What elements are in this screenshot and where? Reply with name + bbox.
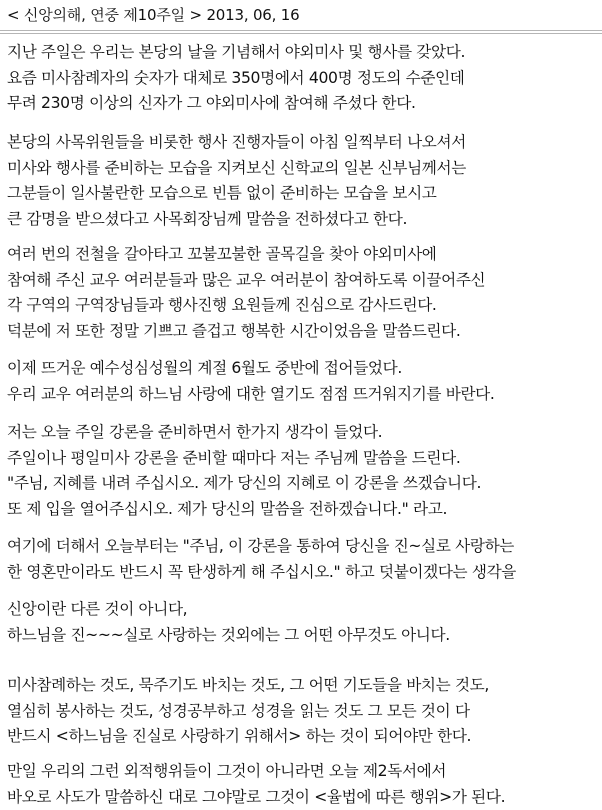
paragraph-5 <box>7 420 481 522</box>
header-divider-top <box>0 30 602 31</box>
text-line: 저는 오늘 주일 강론을 준비하면서 한가지 생각이 들었다. <box>7 423 383 441</box>
text-line: 주일이나 평일미사 강론을 준비할 때마다 저는 주님께 말씀을 드린다. <box>7 448 461 467</box>
text-line: 여기에 더해서 오늘부터는 "주님, 이 강론을 통하여 당신을 진~실로 사랑하는 <box>7 537 515 555</box>
text-line: 요즘 미사참례자의 숫자가 대체로 350명에서 400명 정도의 수준인데 <box>7 68 465 87</box>
paragraph-8 <box>7 673 489 750</box>
text-line: 신앙이란 다른 것이 아니다, <box>7 600 188 618</box>
text-line: 참여해 주신 교우 여러분들과 많은 교우 여러분이 참여하도록 이끌어주신 <box>7 270 486 289</box>
text-line: 바오로 사도가 말씀하신 대로 그야말로 그것이 <율법에 따른 행위>가 된다. <box>7 787 506 806</box>
paragraph-3 <box>7 242 485 344</box>
text-line: 무려 230명 이상의 신자가 그 야외미사에 참여해 주셨다 한다. <box>7 94 416 113</box>
text-line: 큰 감명을 받으셨다고 사목회장님께 말씀을 전하셨다고 한다. <box>7 209 408 228</box>
document-header: < 신앙의해, 연중 제10주일 > 2013, 06, 16 <box>7 6 300 24</box>
paragraph-4 <box>7 356 494 407</box>
text-line: 덕분에 저 또한 정말 기쁘고 즐겁고 행복한 시간이었음을 말씀드린다. <box>7 321 461 340</box>
text-line: 미사와 행사를 준비하는 모습을 지켜보신 신학교의 일본 신부님께서는 <box>7 158 466 177</box>
paragraph-9 <box>7 759 505 810</box>
header-divider-bottom <box>0 33 602 34</box>
text-line: 그분들이 일사불란한 모습으로 빈틈 없이 준비하는 모습을 보시고 <box>7 184 437 203</box>
text-line: 본당의 사목위원들을 비롯한 행사 진행자들이 아침 일찍부터 나오셔서 <box>7 133 466 151</box>
paragraph-2 <box>7 130 466 232</box>
text-line: 각 구역의 구역장님들과 행사진행 요원들께 진심으로 감사드린다. <box>7 296 437 315</box>
text-line: 한 영혼만이라도 반드시 꼭 탄생하게 해 주십시오." 하고 덧붙이겠다는 생각을 <box>7 562 517 581</box>
text-line: 우리 교우 여러분의 하느님 사랑에 대한 열기도 점점 뜨거워지기를 바란다. <box>7 384 495 403</box>
paragraph-6 <box>7 534 516 585</box>
text-line: "주님, 지혜를 내려 주십시오. 제가 당신의 지혜로 이 강론을 쓰겠습니다. <box>7 474 482 493</box>
text-line: 열심히 봉사하는 것도, 성경공부하고 성경을 읽는 것도 그 모든 것이 다 <box>7 701 470 720</box>
text-line: 만일 우리의 그런 외적행위들이 그것이 아니라면 오늘 제2독서에서 <box>7 762 447 780</box>
text-line: 미사참례하는 것도, 묵주기도 바치는 것도, 그 어떤 기도들을 바치는 것도, <box>7 676 489 694</box>
paragraph-1 <box>7 40 465 117</box>
text-line: 반드시 <하느님을 진실로 사랑하기 위해서> 하는 것이 되어야만 한다. <box>7 727 472 746</box>
paragraph-7 <box>7 597 450 648</box>
text-line: 지난 주일은 우리는 본당의 날을 기념해서 야외미사 및 행사를 갖았다. <box>7 43 466 61</box>
text-line: 여러 번의 전철을 갈아타고 꼬불꼬불한 골목길을 찾아 야외미사에 <box>7 245 437 263</box>
text-line: 하느님을 진~~~실로 사랑하는 것외에는 그 어떤 아무것도 아니다. <box>7 625 450 644</box>
text-line: 또 제 입을 열어주십시오. 제가 당신의 말씀을 전하겠습니다." 라고. <box>7 499 448 518</box>
text-line: 이제 뜨거운 예수성심성월의 계절 6월도 중반에 접어들었다. <box>7 359 402 377</box>
